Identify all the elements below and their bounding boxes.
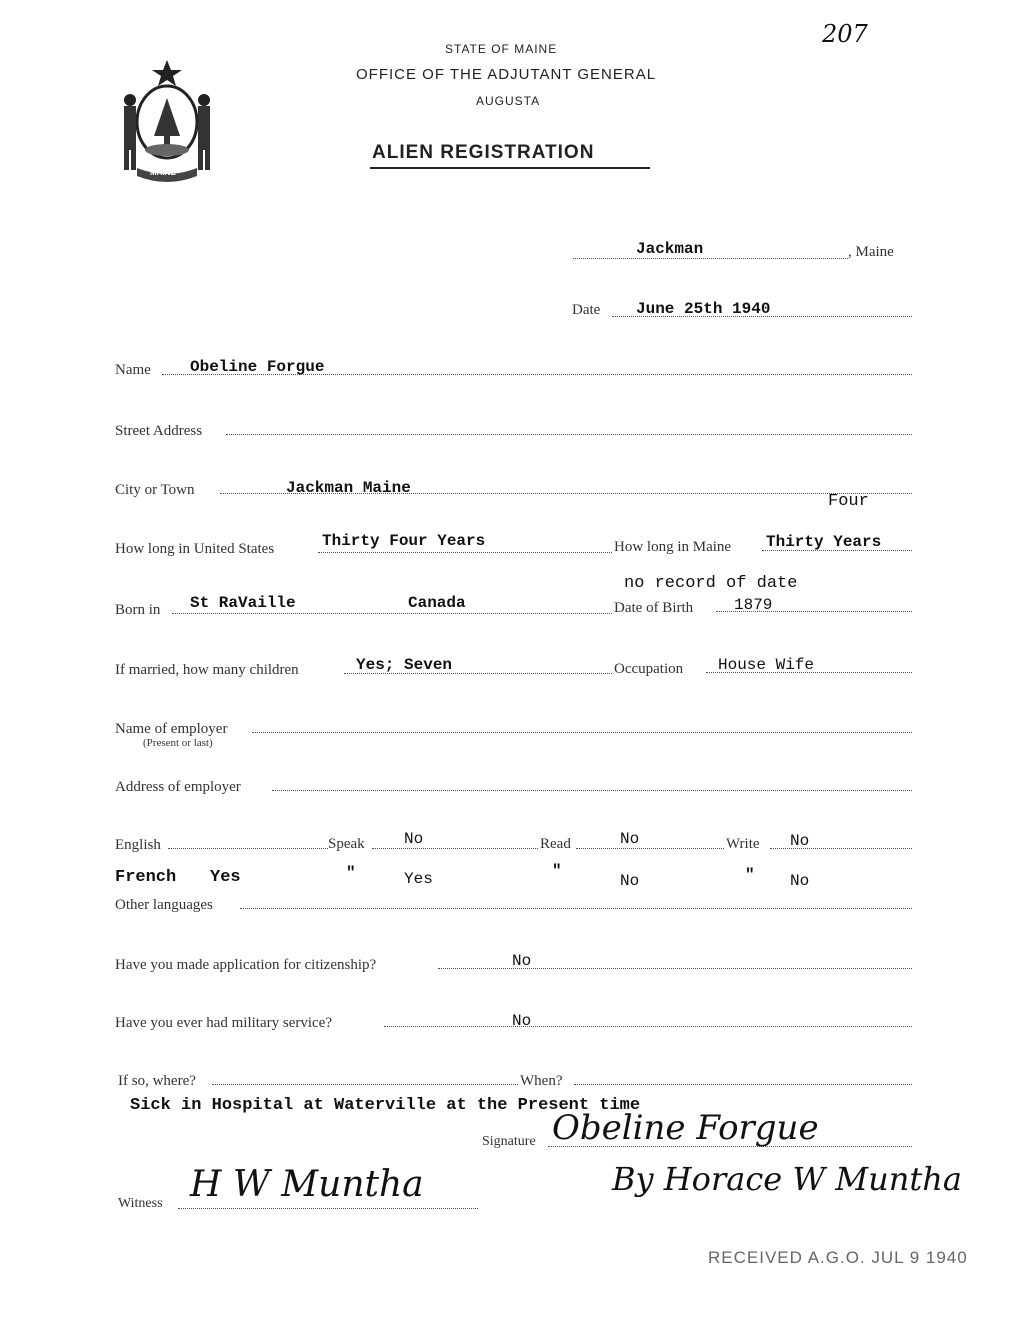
signature-by: By Horace W Muntha: [612, 1160, 962, 1198]
maine-years-insert: Four: [828, 492, 869, 511]
city-label: City or Town: [115, 482, 195, 498]
employer-address-label: Address of employer: [115, 779, 241, 795]
french-speak-value: Yes: [404, 870, 433, 888]
children-label: If married, how many children: [115, 662, 299, 678]
dob-value: 1879: [734, 596, 773, 614]
citizenship-value: No: [512, 952, 532, 970]
state-seal-icon: [112, 58, 222, 182]
name-label: Name: [115, 362, 151, 378]
children-value: Yes; Seven: [356, 656, 453, 674]
french-label: French: [115, 868, 177, 887]
date-label: Date: [572, 302, 601, 318]
maine-years-value: Thirty Years: [766, 533, 882, 551]
seal-text: MAINE: [150, 168, 176, 177]
french-write-value: No: [790, 872, 810, 890]
header-city: AUGUSTA: [476, 94, 541, 108]
ditto-1: ": [346, 864, 356, 882]
read-label: Read: [540, 836, 571, 852]
english-label: English: [115, 837, 161, 853]
witness-label: Witness: [118, 1196, 163, 1211]
date-value: June 25th 1940: [636, 300, 771, 318]
ditto-3: ": [745, 866, 755, 884]
born-country: Canada: [408, 594, 466, 612]
born-value: St RaVaille: [190, 594, 296, 612]
place-suffix: , Maine: [848, 244, 894, 260]
write-label: Write: [726, 836, 760, 852]
military-label: Have you ever had military service?: [115, 1015, 332, 1031]
french-known: Yes: [210, 868, 241, 887]
where-label: If so, where?: [118, 1073, 196, 1089]
page-number: 207: [822, 20, 868, 48]
english-write-value: No: [790, 832, 810, 850]
french-read-value: No: [620, 872, 640, 890]
signature-value: Obeline Forgue: [552, 1108, 819, 1148]
received-stamp: RECEIVED A.G.O. JUL 9 1940: [708, 1248, 968, 1267]
street-label: Street Address: [115, 423, 203, 439]
dob-label: Date of Birth: [614, 600, 694, 616]
english-speak-value: No: [404, 830, 424, 848]
when-label: When?: [520, 1073, 563, 1089]
ditto-2: ": [552, 862, 562, 880]
maine-years-label: How long in Maine: [614, 539, 732, 555]
employer-sublabel: (Present or last): [143, 737, 213, 749]
title-underline: [370, 167, 650, 169]
name-value: Obeline Forgue: [190, 358, 325, 376]
dob-note: no record of date: [624, 574, 798, 593]
signature-label: Signature: [482, 1134, 536, 1149]
page-title: ALIEN REGISTRATION: [372, 142, 595, 163]
born-label: Born in: [115, 602, 161, 618]
us-years-value: Thirty Four Years: [322, 532, 486, 550]
place-value: Jackman: [636, 240, 704, 258]
header-office: OFFICE OF THE ADJUTANT GENERAL: [356, 66, 657, 83]
occupation-label: Occupation: [614, 661, 684, 677]
speak-label: Speak: [328, 836, 365, 852]
english-read-value: No: [620, 830, 640, 848]
other-languages-label: Other languages: [115, 897, 213, 913]
military-value: No: [512, 1012, 532, 1030]
witness-value: H W Muntha: [190, 1164, 424, 1205]
header-state: STATE OF MAINE: [445, 42, 558, 56]
occupation-value: House Wife: [718, 656, 815, 674]
us-years-label: How long in United States: [115, 541, 275, 557]
citizenship-label: Have you made application for citizenship?: [115, 957, 377, 973]
city-value: Jackman Maine: [286, 479, 411, 497]
employer-label: Name of employer: [115, 721, 228, 737]
hospital-note: Sick in Hospital at Waterville at the Present time: [130, 1096, 641, 1115]
